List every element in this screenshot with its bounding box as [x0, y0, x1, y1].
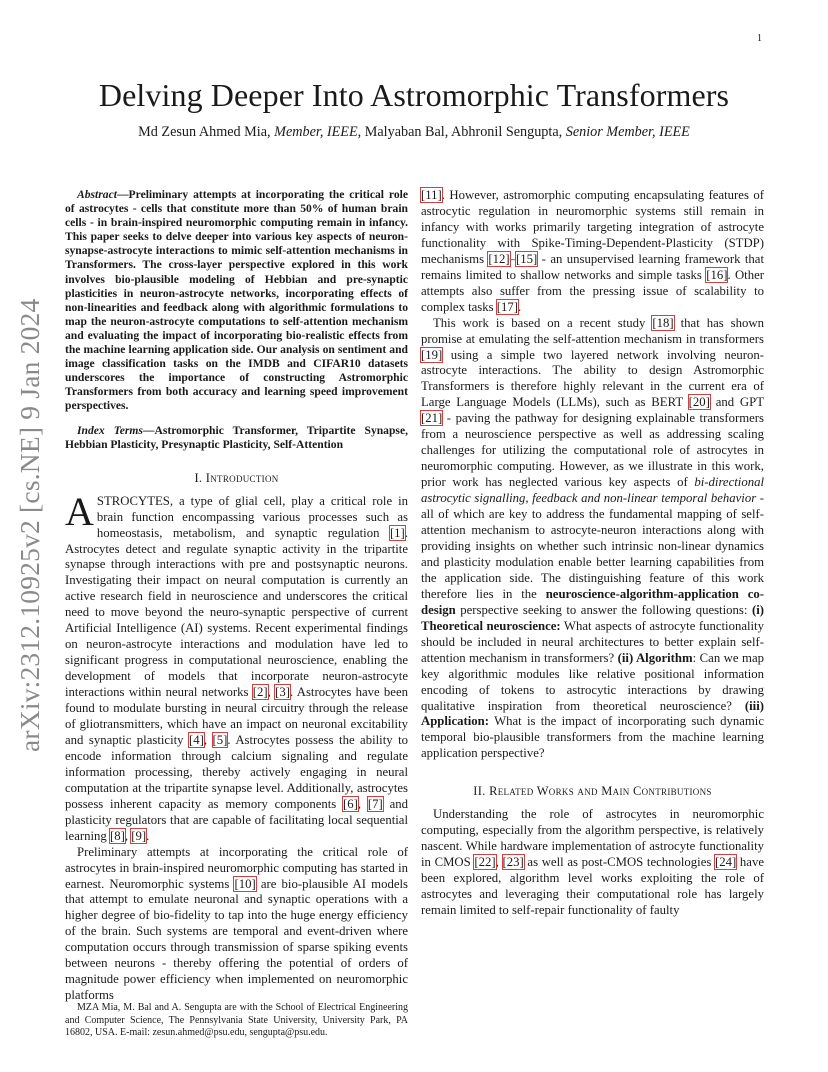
citation-link[interactable]: [21] [421, 411, 443, 426]
citation-link[interactable]: [16] [706, 267, 728, 282]
intro-paragraph-1 [65, 488, 408, 845]
citation-link[interactable]: [4] [189, 732, 204, 747]
author-names: , Malyaban Bal, Abhronil Sengupta, [357, 124, 566, 140]
citation-link[interactable]: [20] [688, 395, 710, 410]
drop-cap: A [65, 488, 94, 534]
paragraph-text: - an unsupervised learning framework that remains limited to shallow networks and simple tasks [421, 251, 764, 282]
paragraph-text: – [509, 251, 517, 266]
paragraph-text: . [518, 299, 522, 314]
bold-text: (ii) Algorithm [617, 650, 693, 665]
index-terms [65, 424, 408, 452]
right-column [421, 188, 764, 919]
paragraph-text: . Other attempts also suffer from the pressing issue of scalability to complex tasks [421, 267, 764, 314]
arxiv-stamp: arXiv:2312.10925v2 [cs.NE] 9 Jan 2024 [14, 298, 45, 752]
citation-link[interactable]: [5] [212, 732, 228, 747]
paragraph-text: Understanding the role of astrocytes in neuromorphic computing, especially from the algorithm perspective, is relatively nascent. While hardware implementation of astrocyte functionality in CMOS [421, 807, 764, 870]
citation-link[interactable]: [12] [488, 251, 510, 266]
paragraph-text: using a simple two layered network involving neuron-astrocyte interactions. The ability to design Astromorphic Transformers is therefore highly relevant in the current era of Large Language Models (LLMs), such as BERT [421, 347, 764, 410]
related-paragraph-1 [421, 807, 764, 919]
citation-link[interactable]: [17] [496, 299, 519, 314]
citation-link[interactable]: [23] [502, 855, 524, 870]
author-line [0, 123, 828, 141]
bold-text: neuroscience-algorithm-application co-design [421, 586, 764, 617]
paragraph-text: , [267, 685, 276, 700]
intro-paragraph-3 [421, 316, 764, 763]
paragraph-text: , [357, 796, 368, 811]
author-affiliation-role: Senior Member, IEEE [565, 124, 690, 140]
section-heading-introduction [65, 471, 408, 487]
author-footnote: MZA Mia, M. Bal and A. Sengupta are with the School of Electrical Engineering and Computer Science, The Pennsylvania State University, University Park, PA 16802, USA. E-mail: zesun.ahmed@psu.edu, sengupta@psu.edu. [65, 1002, 408, 1038]
index-terms-label: Index Terms [77, 423, 143, 437]
citation-link[interactable]: [11] [421, 188, 442, 202]
intro-paragraph-2-continued [421, 188, 764, 316]
author-affiliation-role: Member, IEEE [274, 124, 358, 140]
paragraph-text: - paving the pathway for designing explainable transformers from a neuroscience perspective as well as addressing scaling challenges for utilizing the computational role of astrocytes in neuromorphic computing. However, as we illustrate in this work, prior work has neglected various key aspects of [421, 411, 764, 490]
abstract [65, 188, 408, 414]
intro-paragraph-2 [65, 845, 408, 1005]
section-heading-related-works [421, 784, 764, 800]
citation-link[interactable]: [9] [131, 828, 147, 843]
paragraph-text: , [203, 732, 213, 747]
section-number: II. [473, 784, 490, 799]
paragraph-text: as well as post-CMOS technologies [523, 855, 716, 870]
abstract-label: Abstract [77, 188, 117, 201]
left-column [65, 188, 408, 1004]
abstract-text: —Preliminary attempts at incorporating the critical role of astrocytes - cells that constitute more than 50% of human brain cells - in brain-inspired neuromorphic computing remain in infancy. This paper seeks to delve deeper into various key aspects of neuron-synapse-astrocyte interactions to mimic self-attention mechanisms in Transformers. The cross-layer perspective explored in this work involves bio-plausible modeling of Hebbian and pre-synaptic plasticities in neuron-astrocyte networks, incorporating effects of non-linearities and feedback along with algorithmic formulations to map the neuron-astrocyte computations to self-attention mechanism and evaluating the impact of incorporating bio-realistic effects from the machine learning application side. Our analysis on sentiment and image classification tasks on the IMDB and CIFAR10 datasets underscores the importance of constructing Astromorphic Transformers from both accuracy and learning speed improvement perspectives. [65, 188, 408, 413]
paragraph-text: STROCYTES, a type of glial cell, play a critical role in brain function encompassing various processes such as homeostasis, metabolism, and synaptic regulation [96, 493, 408, 540]
paragraph-text: . Astrocytes have been found to modulate bursting in neural circuitry through the release of gliotransmitters, which have an impact on neuronal excitability and synaptic plasticity [65, 685, 408, 747]
author-name: Md Zesun Ahmed Mia, [138, 124, 275, 140]
citation-link[interactable]: [2] [252, 685, 268, 700]
paragraph-text: What is the impact of incorporating such dynamic temporal bio-plausible transformers from the machine learning application perspective? [421, 714, 764, 761]
paragraph-text: : Can we map key algorithmic modules like relative positional information encoding of tokens to astrocytic interactions by drawing qualitative inspiration from theoretical neuroscience? [421, 650, 764, 713]
citation-link[interactable]: [10] [234, 876, 256, 891]
paragraph-text: . Astrocytes detect and regulate synaptic activity in the tripartite synapse through interactions with pre and postsynaptic neurons. Investigating their impact on neural computation is currently an active research field in neuroscience and underscores the critical need to move beyond the neuro-synaptic perspective of current Artificial Intelligence (AI) systems. Recent experimental findings on neuron-astrocyte interactions and modulation have led to significant progress in computational neuroscience, enabling the development of models that incorporate neuron-astrocyte interactions within neural networks [65, 525, 408, 700]
citation-link[interactable]: [8] [109, 828, 125, 843]
citation-link[interactable]: [6] [343, 796, 358, 811]
citation-link[interactable]: [19] [421, 347, 443, 362]
paragraph-text: Preliminary attempts at incorporating the critical role of astrocytes in brain-inspired neuromorphic computing has started in earnest. Neuromorphic systems [65, 844, 408, 891]
section-title: Introduction [205, 470, 279, 485]
page-number: 1 [757, 33, 762, 44]
paragraph-text: that has shown promise at emulating the self-attention mechanism in transformers [421, 315, 764, 346]
citation-link[interactable]: [22] [474, 855, 496, 870]
paragraph-text: . However, astromorphic computing encapsulating features of astrocytic regulation in neuromorphic systems still remain in infancy with works primarily targeting integration of astrocyte functionality with Spike-Timing-Dependent-Plasticity (STDP) mechanisms [421, 188, 764, 266]
paragraph-text: What aspects of astrocyte functionality should be included in neural architectures to better explain self-attention mechanism in transformers? [421, 618, 764, 665]
paragraph-text: are bio-plausible AI models that attempt to emulate neuronal and synaptic operations with a higher degree of bio-fidelity to tap into the huge energy efficiency of the brain. Such systems are temporal and event-driven where computation occurs through transmission of sparse spiking events between neurons - thereby offering the potential of orders of magnitude power efficiency when implemented on neuromorphic platforms [65, 876, 408, 1003]
bold-text: (iii) Application: [421, 698, 764, 729]
paragraph-text: have been explored, algorithm level works exploiting the role of astrocytes and leveraging their computational role has largely remain limited to self-repair functionality of faulty [421, 855, 764, 917]
paragraph-text: . [146, 828, 150, 843]
citation-link[interactable]: [3] [275, 685, 290, 700]
emphasis-text: bi-directional astrocytic signalling, feedback and non-linear temporal behavior [421, 475, 764, 506]
paragraph-text: - all of which are key to address the fundamental mapping of self-attention mechanism to astrocyte-neuron interactions along with providing insights on whether such intrinsic non-linear dynamics and plasticity modulation enable better learning capabilities from the application side. The distinguishing feature of this work therefore lies in the [421, 491, 764, 601]
paragraph-text: and plasticity regulators that are capable of facilitating local sequential learning [65, 796, 408, 843]
paragraph-text: . Astrocytes possess the ability to encode information through calcium signaling and regulate information processing, thereby actively engaging in neural computation at the tripartite synapse level. Additionally, astrocytes possess inherent capacity as memory components [65, 732, 408, 811]
paragraph-text: This work is based on a recent study [433, 315, 653, 330]
citation-link[interactable]: [1] [389, 525, 405, 540]
citation-link[interactable]: [15] [516, 251, 538, 266]
paragraph-text: and GPT [709, 395, 764, 410]
index-terms-text: —Astromorphic Transformer, Tripartite Synapse, Hebbian Plasticity, Presynaptic Plasticity, Self-Attention [65, 423, 408, 451]
section-title: Related Works and Main Contributions [489, 784, 712, 799]
section-number: I. [194, 470, 206, 485]
citation-link[interactable]: [18] [652, 315, 674, 330]
paragraph-text: , [124, 828, 132, 843]
paragraph-text: , [495, 855, 503, 870]
citation-link[interactable]: [7] [367, 796, 383, 811]
paragraph-text: perspective seeking to answer the following questions: [455, 602, 752, 617]
paper-title: Delving Deeper Into Astromorphic Transformers [98, 77, 730, 113]
bold-text: (i) Theoretical neuroscience: [421, 602, 764, 633]
citation-link[interactable]: [24] [715, 855, 737, 870]
